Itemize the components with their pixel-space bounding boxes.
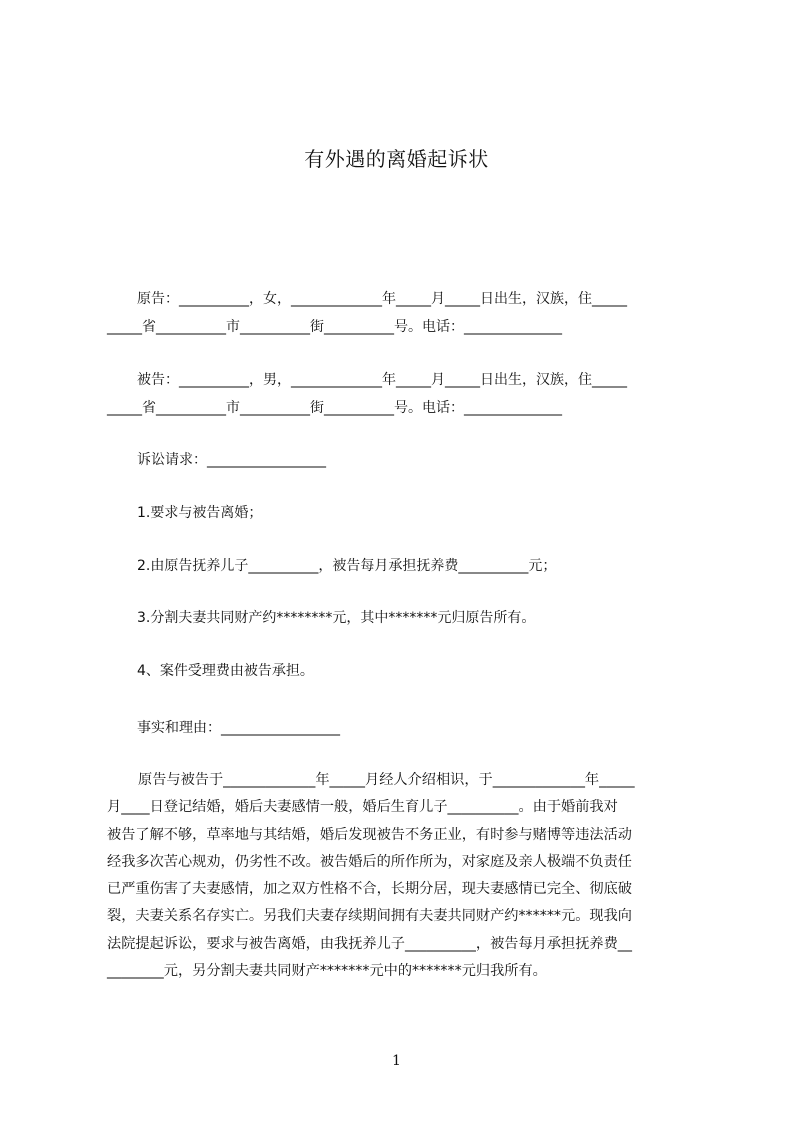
facts-line: 裂，夫妻关系名存实亡。另我们夫妻存续期间拥有夫妻共同财产约******元。现我向 (107, 908, 632, 925)
facts-line: 月____日登记结婚，婚后夫妻感情一般，婚后生育儿子__________。由于婚前我对 (107, 799, 618, 816)
facts-line: 经我多次苦心规劝，仍劣性不改。被告婚后的所作所为，对家庭及亲人极端不负责任 (107, 853, 632, 870)
document-title: 有外遇的离婚起诉状 (304, 147, 489, 171)
defendant-line-2: _____省__________市__________街__________号。电话：______________ (107, 400, 562, 416)
plaintiff-line-2: _____省__________市__________街__________号。电话：______________ (107, 319, 562, 335)
defendant-line-1: 被告：__________，男，_____________年_____月_____日出生，汉族，住_____ (137, 372, 627, 388)
claim-item: 2.由原告抚养儿子__________，被告每月承担抚养费__________元； (137, 558, 557, 574)
claim-item: 3.分割夫妻共同财产约********元，其中*******元归原告所有。 (137, 610, 536, 626)
claims-heading: 诉讼请求：_________________ (137, 452, 326, 468)
facts-line: 已严重伤害了夫妻感情，加之双方性格不合，长期分居，现夫妻感情已完全、彻底破 (107, 881, 632, 898)
facts-line: 法院提起诉讼，要求与被告离婚，由我抚养儿子__________，被告每月承担抚养费__ (107, 935, 632, 952)
facts-paragraph (107, 767, 699, 985)
facts-heading: 事实和理由：_________________ (137, 720, 340, 736)
plaintiff-line-1: 原告：__________，女，_____________年_____月_____日出生，汉族，住_____ (137, 291, 627, 307)
claim-item: 4、案件受理费由被告承担。 (137, 663, 314, 679)
claim-item: 1.要求与被告离婚； (137, 505, 263, 521)
facts-line: 原告与被告于_____________年_____月经人介绍相识，于_____________年_____ (138, 772, 635, 788)
facts-line: 被告了解不够，草率地与其结婚，婚后发现被告不务正业，有时参与赌博等违法活动 (107, 826, 632, 843)
page-number: 1 (392, 1053, 401, 1069)
facts-line: ________元，另分割夫妻共同财产*******元中的*******元归我所有。 (107, 963, 547, 980)
